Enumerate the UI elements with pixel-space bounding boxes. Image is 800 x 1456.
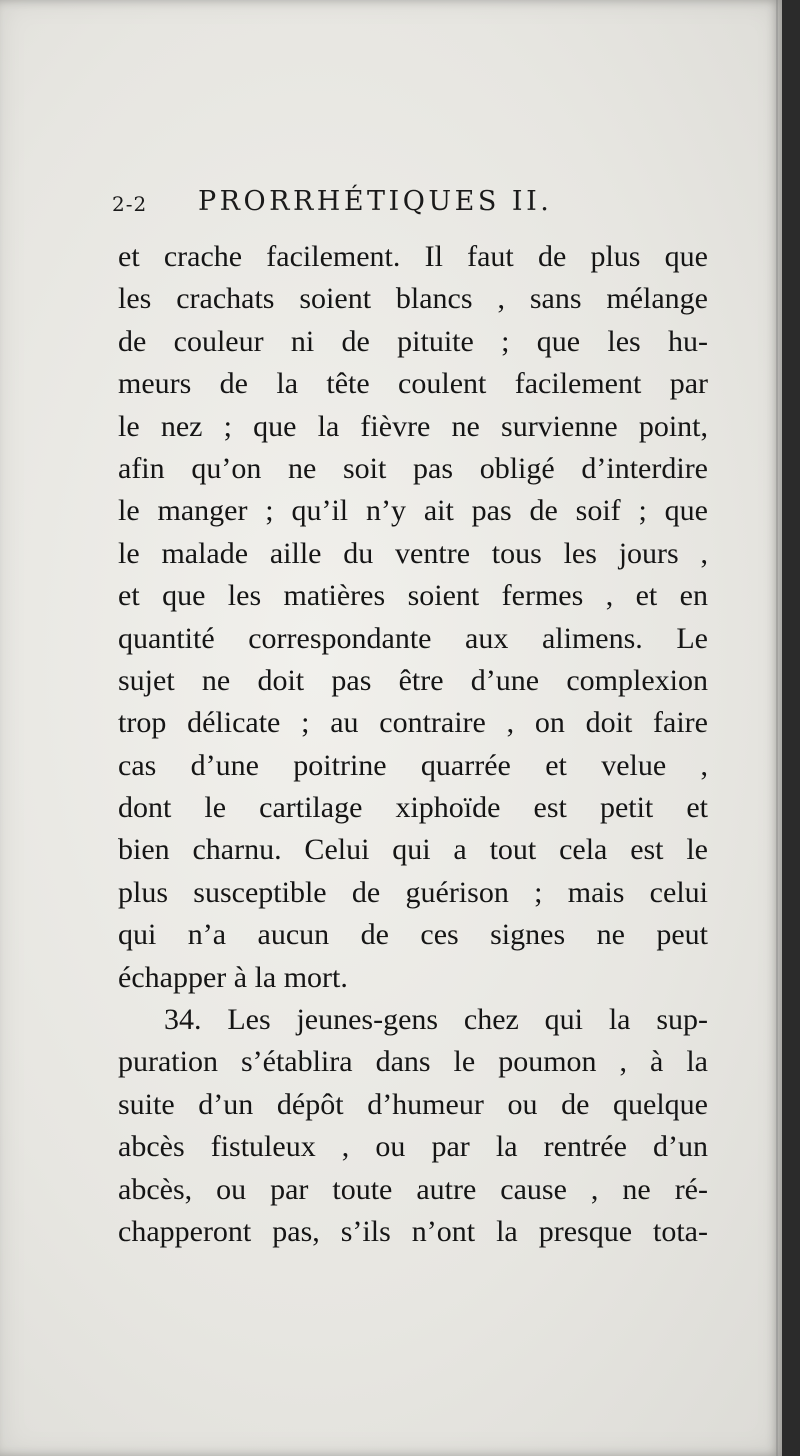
text-line: et que les matières soient fermes , et en xyxy=(118,579,708,613)
running-head: PRORRHÉTIQUES II. xyxy=(198,186,553,217)
text-line: abcès, ou par toute autre cause , ne ré- xyxy=(118,1172,708,1206)
text-line: le malade aille du ventre tous les jours , xyxy=(118,536,708,570)
text-line: bien charnu. Celui qui a tout cela est le xyxy=(118,833,708,867)
text-line: trop délicate ; au contraire , on doit faire xyxy=(118,706,708,740)
text-line: les crachats soient blancs , sans mélange xyxy=(118,282,708,316)
text-line: de couleur ni de pituite ; que les hu- xyxy=(118,324,708,358)
text-line: plus susceptible de guérison ; mais celui xyxy=(118,875,708,909)
page-header xyxy=(112,186,612,226)
page-crease xyxy=(776,0,778,1456)
text-line: sujet ne doit pas être d’une complexion xyxy=(118,663,708,697)
text-line: meurs de la tête coulent facilement par xyxy=(118,367,708,401)
text-line: cas d’une poitrine quarrée et velue , xyxy=(118,748,708,782)
paragraph-start-line: 34. Les jeunes-gens chez qui la sup- xyxy=(164,1003,708,1037)
text-line: suite d’un dépôt d’humeur ou de quelque xyxy=(118,1087,708,1121)
text-line: qui n’a aucun de ces signes ne peut xyxy=(118,918,708,952)
text-line: puration s’établira dans le poumon , à la xyxy=(118,1045,708,1079)
text-line: abcès fistuleux , ou par la rentrée d’un xyxy=(118,1130,708,1164)
text-line: afin qu’on ne soit pas obligé d’interdire xyxy=(118,451,708,485)
text-line: chapperont pas, s’ils n’ont la presque tota- xyxy=(118,1214,708,1248)
text-line: le manger ; qu’il n’y ait pas de soif ; que xyxy=(118,494,708,528)
text-line: échapper à la mort. xyxy=(118,960,348,994)
text-line: quantité correspondante aux alimens. Le xyxy=(118,621,708,655)
text-line: le nez ; que la fièvre ne survienne point, xyxy=(118,409,708,443)
text-line: dont le cartilage xiphoïde est petit et xyxy=(118,791,708,825)
page-number: 2-2 xyxy=(112,192,148,216)
text-line: et crache facilement. Il faut de plus que xyxy=(118,240,708,273)
body-text xyxy=(118,236,708,1253)
